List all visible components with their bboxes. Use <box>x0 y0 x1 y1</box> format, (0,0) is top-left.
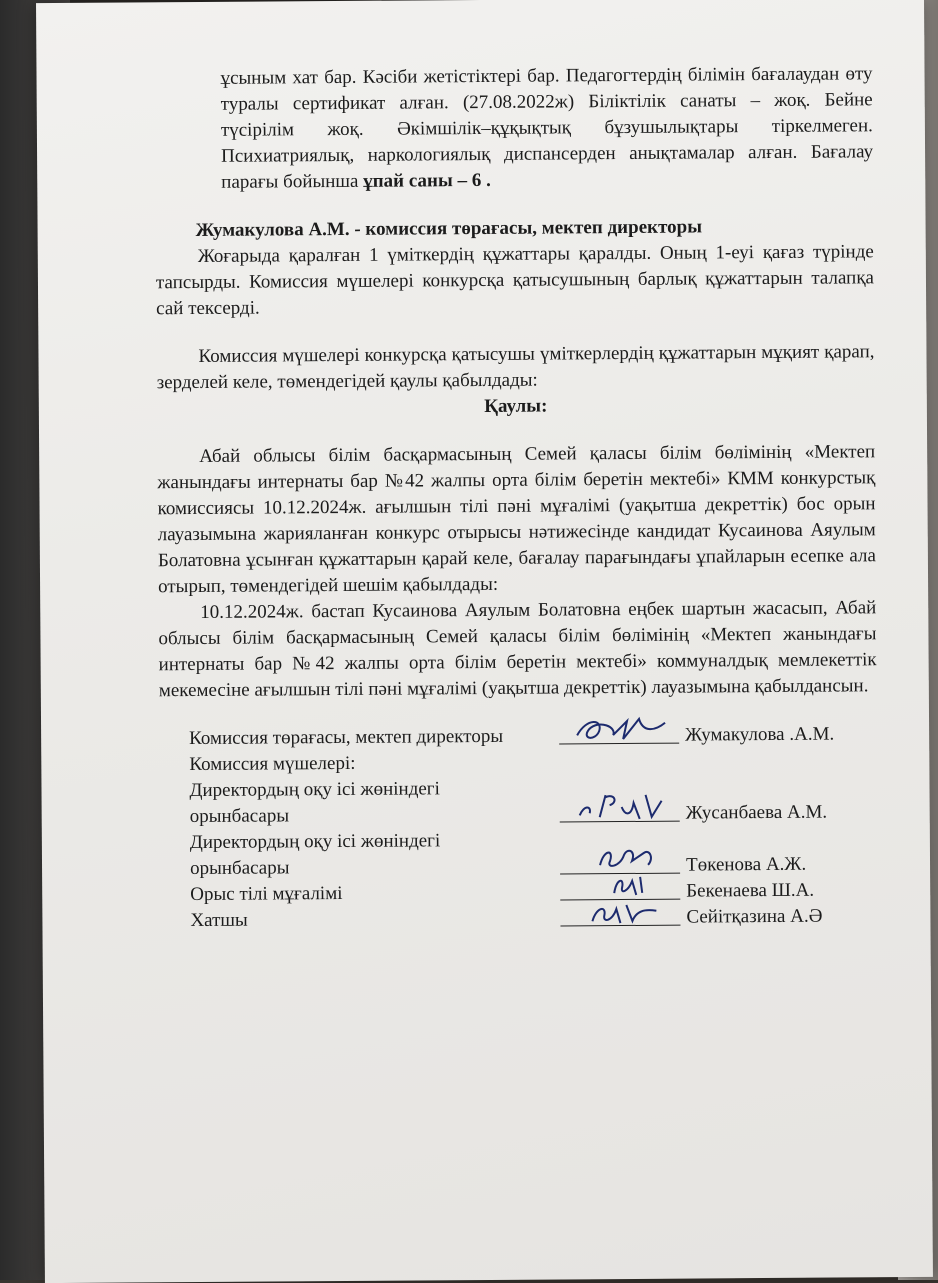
signature-name: Төкенова А.Ж. <box>685 853 807 876</box>
members-label: Комиссия мүшелері: <box>189 752 356 776</box>
signature-role: Орыс тілі мұғалімі <box>190 882 343 906</box>
decision-paragraph: 10.12.2024ж. бастап Кусаинова Аяулым Болатовна еңбек шартын жасасып, Абай облысы білім басқармасының Семей қаласы білім бөлімінің «Мектеп жанындағы интернаты бар №42 жалпы орта білім беретін мектебі» коммуналдық мемлекеттік мекемесіне ағылшын тілі пәні мұғалімі (уақытша декреттік) лауазымына қабылдансын. <box>158 597 877 702</box>
signature-role-line1: Директордың оқу ісі жөніндегі <box>189 830 441 854</box>
signature-name: Бекенаева Ш.А. <box>686 879 815 902</box>
signature-row-deputy2 <box>160 825 878 882</box>
document-page <box>36 0 933 1283</box>
signature-role-line2: орынбасары <box>189 805 290 828</box>
signature-role <box>189 776 549 831</box>
signature-scribble-icon <box>570 893 680 930</box>
signature-row-secretary <box>160 903 878 934</box>
signature-block <box>159 721 878 934</box>
resolution-paragraph: Абай облысы білім басқармасының Семей қаласы білім бөлімінің «Мектеп жанындағы интернаты бар №42 жалпы орта білім беретін мектебі» КММ конкурстық комиссиясы 10.12.2024ж. ағылшын тілі пәні мұғалімі (уақытша декреттік) бос орын лауазымына жарияланған конкурс отырысы нәтижесінде кандидат Кусаинова Аяулым Болатовна ұсынған құжаттарын қарай келе, бағалау парағындағы ұпайларын есепке ала отырып, төмендегідей шешім қабылдады: <box>157 441 876 598</box>
signature-name: Жумакулова .А.М. <box>685 723 835 746</box>
score-text: ұпай саны – 6 . <box>363 169 491 192</box>
commission-paragraph: Комиссия мүшелері конкурсқа қатысушы үміткерлердің құжаттарын мұқият қарап, зерделей келе, төмендегідей қаулы қабылдады: <box>156 341 875 394</box>
document-body <box>154 61 878 934</box>
signature-scribble-icon <box>569 711 679 748</box>
signature-role: Хатшы <box>190 909 248 932</box>
intro-text: ұсыным хат бар. Кәсіби жетістіктері бар. Педагогтердің білімін бағалаудан өту туралы сертификат алған. (27.08.2022ж) Біліктілік санаты – жоқ. Бейне түсірілім жоқ. Әкімшілік–құқықтық бұзушылықтары тіркелмеген. Психиатриялық, наркологиялық диспансерден анықтамалар алған. Бағалау парағы бойынша <box>220 63 874 193</box>
signature-scribble-icon <box>569 787 679 824</box>
signature-role-line2: орынбасары <box>189 857 290 880</box>
signature-name: Жусанбаева А.М. <box>685 801 828 824</box>
signature-role-line1: Директордың оқу ісі жөніндегі <box>189 778 440 802</box>
signature-role <box>190 828 550 883</box>
signature-name: Сейітқазина А.Ә <box>686 905 823 928</box>
intro-paragraph <box>220 61 873 196</box>
speaker-paragraph: Жоғарыда қаралған 1 үміткердің құжаттары қаралды. Оның 1-еуі қағаз түрінде тапсырды. Комиссия мүшелері конкурсқа қатысушының барлық құжаттарын талапқа сай тексерді. <box>155 241 875 320</box>
speaker-heading: Жумакулова А.М. - комиссия төрағасы, мектеп директоры <box>195 216 703 241</box>
signature-role: Комиссия төрағасы, мектеп директоры <box>189 725 504 750</box>
resolution-title: Қаулы: <box>484 395 548 417</box>
signature-row-deputy1 <box>159 773 877 830</box>
